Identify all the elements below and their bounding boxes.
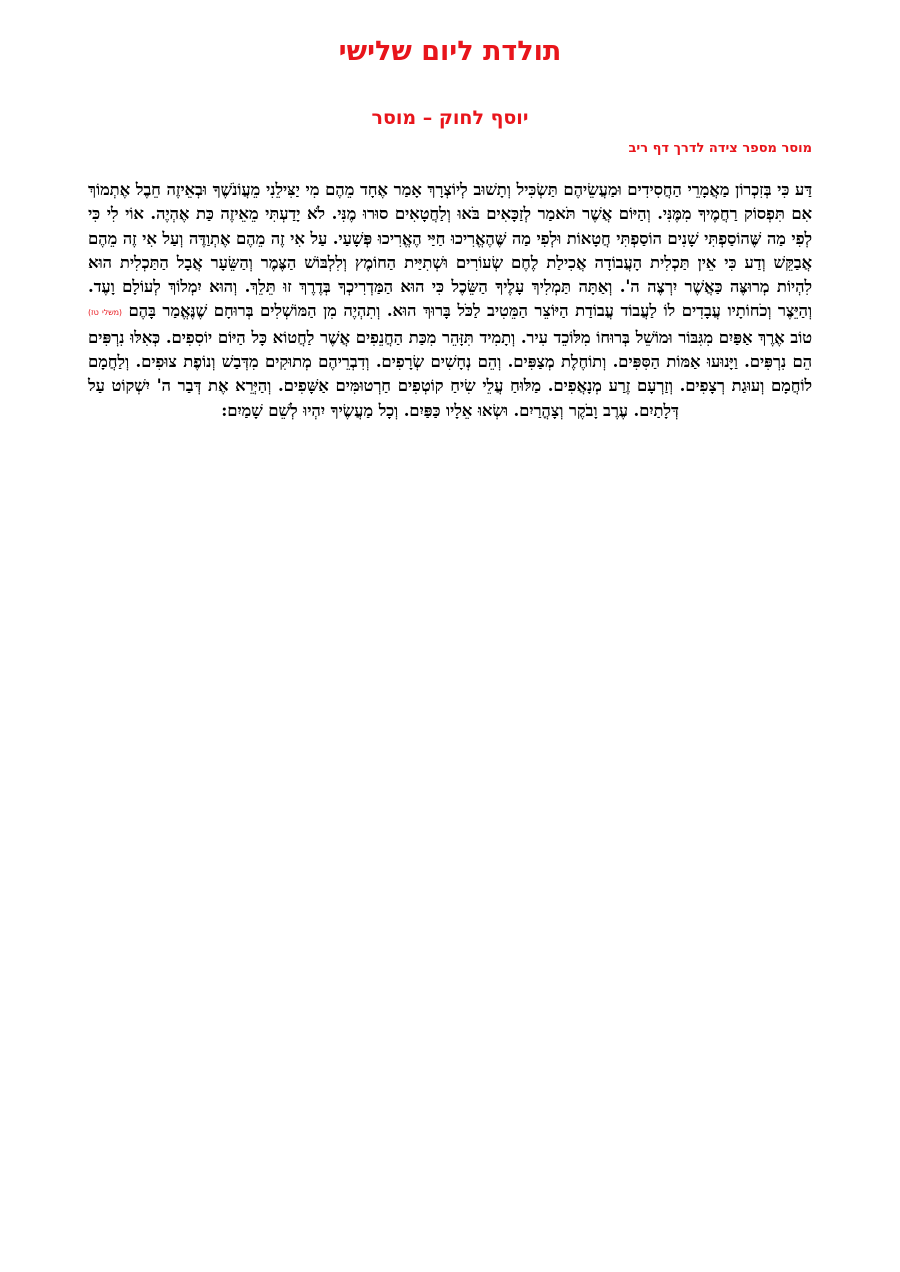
verse-reference: (משלי טז): [88, 308, 122, 318]
body-text-part1: דַּע כִּי בְּזִכְרוֹן מַאֲמָרֵי הַחֲסִידִים וּמַעֲשֵׂיהֶם תַּשְׂכִּיל וְתָשׁוּב לְיוֹצְרָךְ אָמַר אֶחָד מֵהֶם מִי יַצִּילֵנִי מֵעֲוֹנֹשֶׁךָ וּבְאֵיזֶה חֵבֶל אֶתְמוֹךְ אִם תִּפְסוֹק רַחֲמֶיךָ מִמֶּנִּי. וְהַיּוֹם אֲשֶׁר תֹּאמַר לְזַכָּאִים בֹּאוּ וְלַחֲטָאִים סוּרוּ מֶנִּי. לֹא יָדַעְתִּי מֵאֵיזֶה כַּת אֶהְיֶה. אוֹי לִי כִּי לְפִי מַה שֶּׁהוֹסַפְתִּי שָׁנִים הוֹסַפְתִּי חֲטָאוֹת וּלְפִי מַה שֶּׁהֶאֱרִיכוּ חַיַּי הֶאֱרִיכוּ פְּשָׁעַי. עַל אִי זֶה מֵהֶם אֶתְוַדֶּה וְעַל אִי זֶה מֵהֶם אֲבַקֵּשׁ וְדַע כִּי אֵין תַּכְלִית הָעֲבוֹדָה אֲכִילַת לֶחֶם שְׂעוֹרִים וּשְׁתִיַּית הַחוֹמֶץ וְלִלְבּוֹשׁ הַצֶּמֶר וְהַשֵּׂעָר אֲבָל הַתַּכְלִית הוּא לִהְיוֹת מְרוּצֶּה כַּאֲשֶׁר יִרְצֶה ה'. וְאַתָּה תַּמְלִיךְ עָלֶיךָ הַשֵּׂכֶל כִּי הוּא הַמַּדְרִיכְךָ בְּדֶרֶךְ זוּ תֵּלֵךְ. וְהוּא יִמְלוֹךְ לְעוֹלָם וָעֶד. וְהַיֵּצֶר וְכֹחוֹתָיו עֲבָדִים לוֹ לַעֲבוֹד עֲבוֹדַת הַיּוֹצֵר הַמֵּטִיב לַכֹּל בָּרוּךְ הוּא. וְתִהְיֶה מִן הַמּוֹשְׁלִים בְּרוּחָם שֶׁנֶּאֱמַר בָּהֶם: [88, 180, 812, 321]
body-text-part2: טוֹב אֶרֶךְ אַפַּיִם מִגִּבּוֹר וּמוֹשֵׁל בְּרוּחוֹ מִלּוֹכֵד עִיר. וְתָמִיד תִּזָּהֵר מִכַּת הַחֲנֵפִים אֲשֶׁר לַחֲטוֹא כָּל הַיּוֹם יוֹסִפִים. כְּאִלּוּ נִרְפִּים הֵם נִרְפִּים. וַיָּנוּעוּ אַמּוֹת הַסִּפִּים. וְתוֹחֶלֶת מְצַפִּים. וְהֵם נְחָשִׁים שְׂרָפִים. וְדִבְרֵיהֶם מְתוּקִים מִדְּבַשׁ וְנוֹפֶת צוּפִים. וְלַחֲמָם לוֹחֲמָם וְעוּגַת רְצָפִים. וְזַרְעָם זֶרַע מְנָאֲפִים. מַלּוּחַ עֲלֵי שִׂיחַ קוֹטְפִים חַרְטוּמִּים אַשָּׁפִים. וְהַיְּרֵא אֶת דְּבַר ה' יִשְׁקוֹט עַל דְּלָתַיִם. עֶרֶב וָבֹקֶר וְצָהֳרַיִם. וּשְׂאוּ אֵלָיו כַּפַּיִם. וְכָל מַעֲשֶׂיךָ יִהְיוּ לְשֵׁם שָׁמַיִם:: [88, 327, 812, 420]
page-title: תולדת ליום שלישי: [338, 36, 562, 67]
page-subtitle: יוסף לחוק – מוסר: [371, 107, 529, 129]
body-paragraph: [88, 178, 812, 423]
source-reference: מוסר מספר צידה לדרך דף ריב: [628, 141, 812, 156]
